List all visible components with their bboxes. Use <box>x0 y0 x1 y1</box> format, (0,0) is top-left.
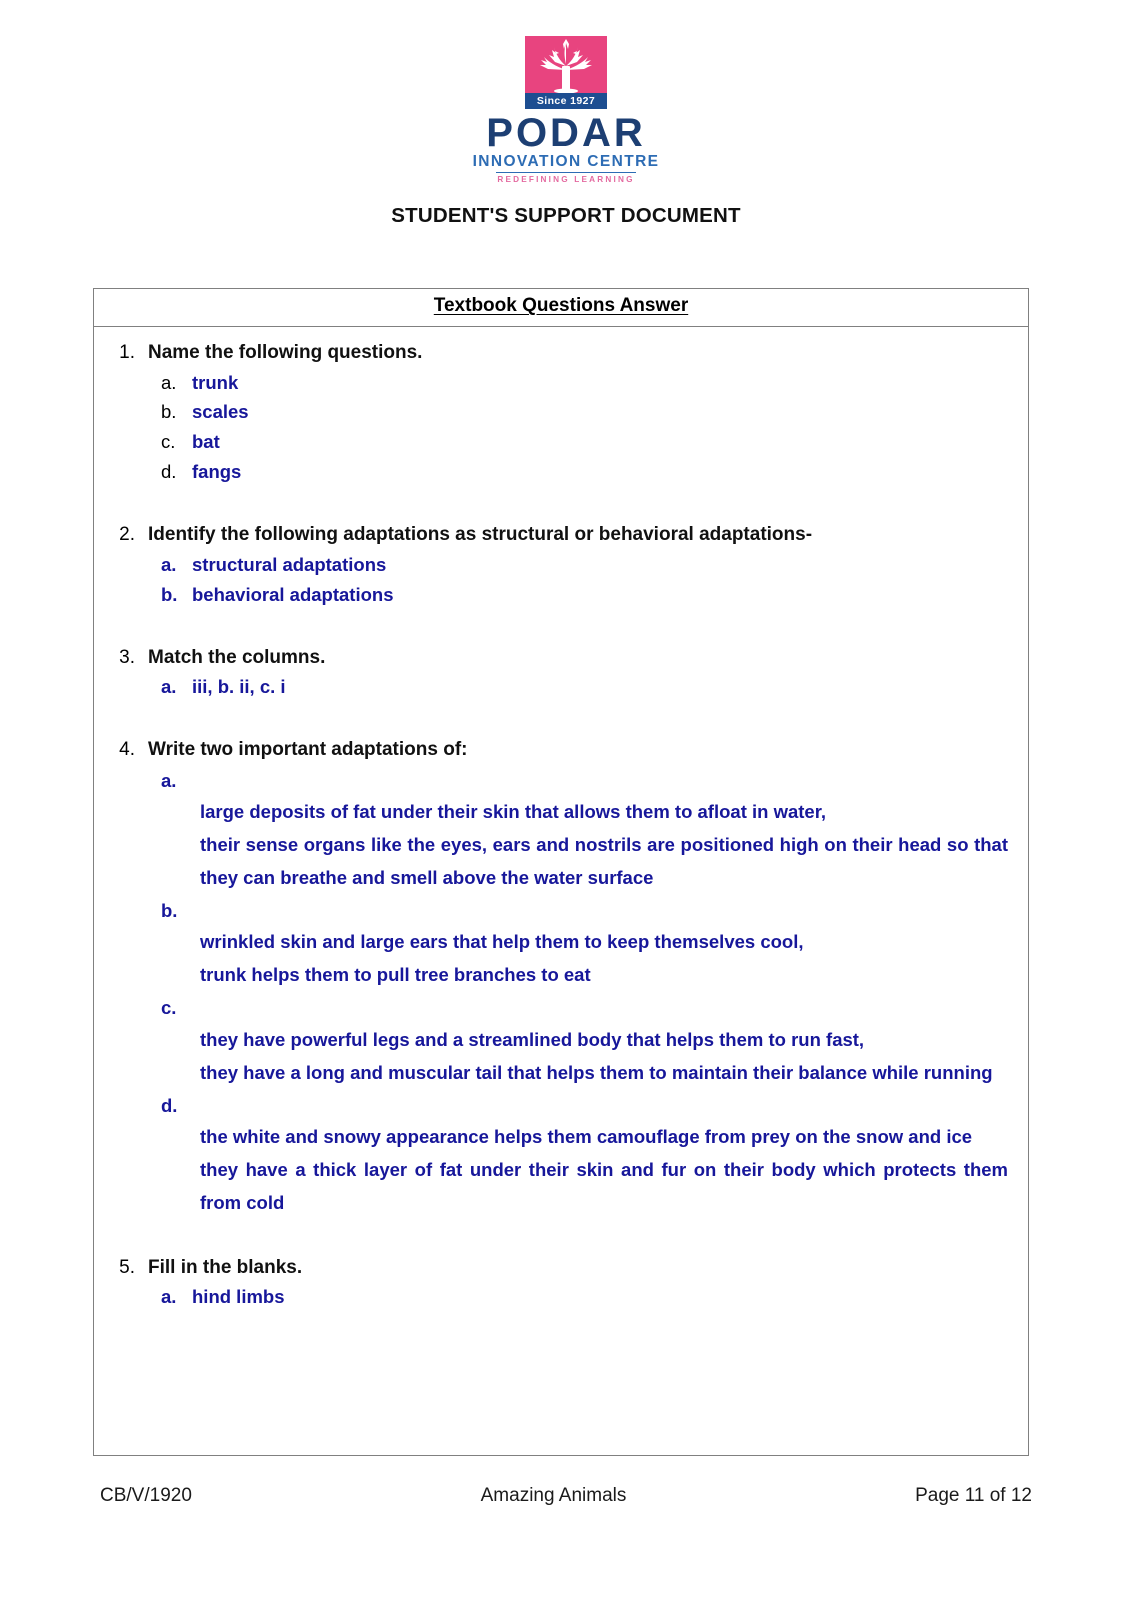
section-spacer <box>108 487 1014 517</box>
answer-paragraph: wrinkled skin and large ears that help them to keep themselves cool, <box>200 931 804 953</box>
question-text: Fill in the blanks. <box>148 1256 303 1278</box>
logo-since-banner: Since 1927 <box>525 93 607 109</box>
answer-row <box>161 580 1014 610</box>
textbook-questions-table <box>93 288 1029 1456</box>
answer-marker: a. <box>161 1286 177 1308</box>
page-footer <box>100 1485 1032 1507</box>
table-header-label: Textbook Questions Answer <box>433 295 689 316</box>
question-text: Write two important adaptations of: <box>148 739 468 761</box>
answer-row <box>161 1282 1014 1312</box>
answer-marker: c. <box>161 997 177 1019</box>
answer-list <box>108 1282 1014 1312</box>
section-spacer <box>108 610 1014 640</box>
block-answer-group <box>108 895 1014 992</box>
question-item <box>108 736 1014 765</box>
table-header-row <box>94 289 1028 327</box>
answer-paragraph: their sense organs like the eyes, ears and nostrils are positioned high on their head so that they can breathe and smell above the water surface <box>200 834 1008 889</box>
question-item <box>108 521 1014 550</box>
answer-row <box>161 397 1014 427</box>
answer-text: hind limbs <box>192 1286 285 1308</box>
question-item <box>108 339 1014 368</box>
answer-marker: b. <box>161 583 178 605</box>
footer-page-number: Page 11 of 12 <box>915 1485 1032 1506</box>
answer-marker: c. <box>161 431 176 453</box>
answer-text: bat <box>192 431 220 453</box>
answer-text: structural adaptations <box>192 553 387 575</box>
question-text: Identify the following adaptations as structural or behavioral adaptations- <box>148 524 813 546</box>
answer-marker: b. <box>161 401 177 423</box>
question-item <box>108 1254 1014 1283</box>
answer-text: iii, b. ii, c. i <box>192 676 286 698</box>
answer-marker: a. <box>161 553 177 575</box>
answer-paragraph: they have a long and muscular tail that helps them to maintain their balance while running <box>200 1061 993 1083</box>
answer-row <box>161 457 1014 487</box>
question-number: 3. <box>119 646 135 668</box>
logo-tagline: REDEFINING LEARNING <box>497 175 635 185</box>
answer-list <box>108 368 1014 488</box>
podar-tree-emblem-icon <box>525 36 607 93</box>
block-answer-group <box>108 765 1014 895</box>
block-answer-group <box>108 992 1014 1089</box>
logo-divider <box>496 172 636 174</box>
logo-subtitle: INNOVATION CENTRE <box>472 152 660 170</box>
answer-marker: d. <box>161 461 177 483</box>
answer-row <box>161 427 1014 457</box>
question-number: 2. <box>119 524 135 546</box>
section-spacer <box>108 702 1014 732</box>
answer-marker: d. <box>161 1094 178 1116</box>
table-body <box>94 327 1028 1455</box>
logo-wordmark: PODAR <box>486 111 646 155</box>
answer-marker: a. <box>161 676 177 698</box>
answer-list <box>108 672 1014 702</box>
answer-marker: b. <box>161 899 178 921</box>
answer-text: trunk <box>192 371 239 393</box>
block-answer-group <box>108 1090 1014 1220</box>
answer-paragraph: large deposits of fat under their skin that allows them to afloat in water, <box>200 801 827 823</box>
question-number: 5. <box>119 1256 135 1278</box>
answer-marker: a. <box>161 371 177 393</box>
question-text: Match the columns. <box>148 646 326 668</box>
answer-paragraph: they have a thick layer of fat under their skin and fur on their body which protects them from cold <box>200 1158 1008 1213</box>
answer-paragraph: they have powerful legs and a streamlined body that helps them to run fast, <box>200 1028 865 1050</box>
question-number: 1. <box>119 342 135 363</box>
answer-row <box>161 672 1014 702</box>
school-logo <box>0 0 1132 184</box>
answer-paragraph: the white and snowy appearance helps them camouflage from prey on the snow and ice <box>200 1125 973 1147</box>
answer-list <box>108 550 1014 610</box>
answer-row <box>161 368 1014 398</box>
section-spacer <box>108 1220 1014 1250</box>
footer-document-code: CB/V/1920 <box>100 1485 192 1506</box>
question-item <box>108 644 1014 673</box>
answer-text: scales <box>192 401 249 423</box>
footer-chapter-title: Amazing Animals <box>480 1485 627 1506</box>
page-title: STUDENT'S SUPPORT DOCUMENT <box>391 204 741 228</box>
answer-text: fangs <box>192 461 242 483</box>
answer-text: behavioral adaptations <box>192 583 394 605</box>
answer-marker: a. <box>161 769 177 791</box>
answer-paragraph: trunk helps them to pull tree branches to eat <box>200 964 591 986</box>
question-text: Name the following questions. <box>148 342 423 363</box>
question-number: 4. <box>119 739 135 761</box>
answer-row <box>161 550 1014 580</box>
